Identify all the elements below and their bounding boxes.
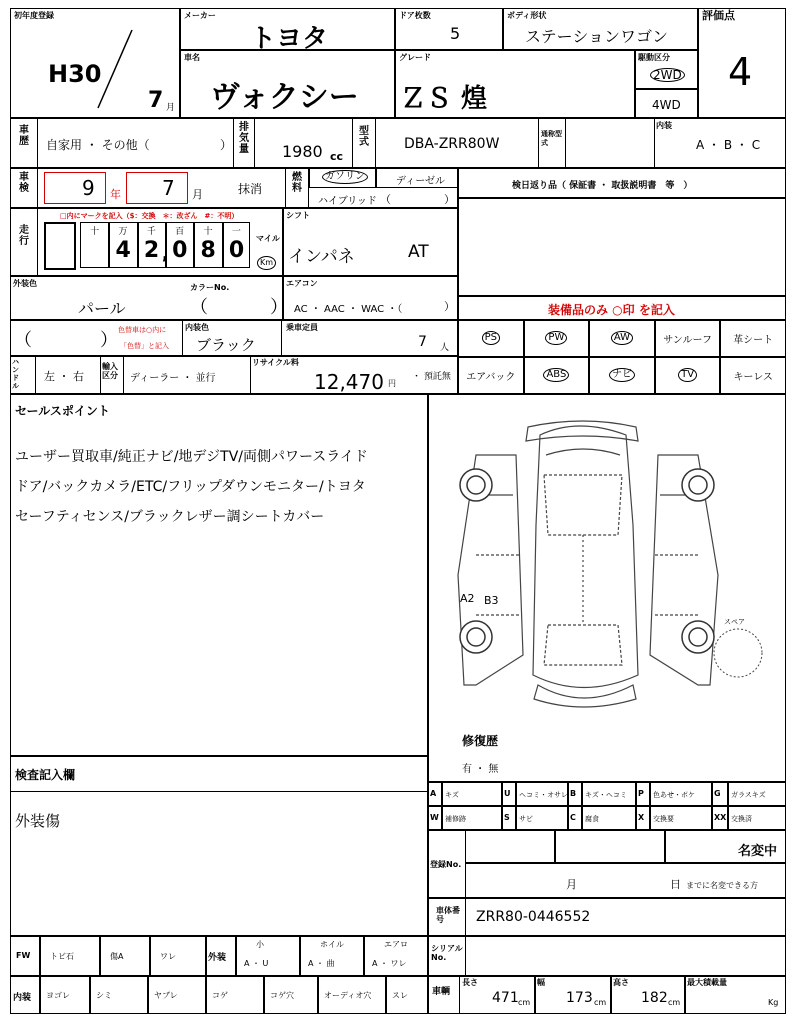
equipment-item (655, 368, 721, 382)
name-label: 車名 (184, 53, 200, 62)
aircon-close: ） (444, 300, 455, 313)
length-label: 長さ (462, 978, 478, 987)
docs-blank (458, 198, 786, 296)
doors-value: 5 (450, 24, 461, 43)
handle-label: ハンドル (12, 358, 19, 390)
fuel-label: 燃料 (292, 172, 302, 194)
equipment-item (589, 368, 655, 382)
legend-code: XX (714, 813, 727, 822)
legend-text: キズ (445, 791, 459, 799)
height-unit: cm (668, 998, 681, 1007)
mileage-digit-unit: 千 (146, 227, 156, 237)
mileage-digit: 0 (172, 238, 188, 263)
fw-item: トビ石 (50, 952, 74, 961)
inspection-year-box (44, 172, 106, 204)
inspection-year: 9 (82, 176, 95, 200)
dimension-cell (428, 976, 786, 1014)
reg-month-unit: 月 (566, 878, 577, 891)
model-value: DBA-ZRR80W (404, 136, 500, 152)
inspection-notes-text: 外装傷 (15, 812, 61, 830)
score-label: 評価点 (702, 9, 735, 22)
equipment-label: エアバック (466, 372, 516, 383)
mileage-digit-big (44, 222, 76, 270)
sales-point-title: セールスポイント (15, 404, 110, 418)
paren-open: （ (14, 330, 32, 351)
fuel-diesel: ディーゼル (396, 176, 445, 187)
inspection-year-unit: 年 (110, 188, 121, 201)
exterior-color-label: 外装色 (13, 279, 37, 288)
interior-grade-options: A ・ B ・ C (696, 138, 761, 152)
mileage-digit: 2 (143, 238, 160, 263)
interior-defect-item: コゲ穴 (270, 991, 294, 1000)
interior-grade-label: 内装 (656, 121, 672, 130)
equipment-item (589, 331, 655, 345)
color-no-label: カラーNo. (190, 283, 230, 292)
fuel-other-close: ） (444, 193, 455, 206)
repair-options: 有 ・ 無 (462, 764, 499, 775)
interior-defect-item: コゲ (212, 991, 228, 1000)
equipment-item (524, 331, 590, 345)
sales-point-line-1: ユーザー買取車/純正ナビ/地デジTV/両側パワースライド (15, 449, 368, 465)
load-label: 最大積載量 (687, 978, 727, 987)
history-label: 車歴 (19, 125, 29, 147)
interior-defect-item: ヤブレ (154, 991, 178, 1000)
inspection-month-unit: 月 (192, 188, 203, 201)
legend-text: 交換済 (731, 815, 752, 823)
grade-value: ＺＳ 煌 (400, 84, 488, 114)
inspection-cancel: 抹消 (238, 182, 263, 196)
deposit-value: ・ 預託無 (412, 372, 451, 382)
equipment-label: PW (545, 331, 567, 345)
length-value: 471 (492, 990, 519, 1006)
recycle-unit: 円 (388, 379, 396, 388)
usage-text: 自家用 ・ その他（ (46, 138, 150, 152)
fuel-other-open: （ (380, 193, 391, 206)
serial-cell (428, 936, 786, 976)
mileage-digit-divider (222, 222, 224, 268)
equipment-label: AW (611, 331, 633, 345)
fw-group-label: 小 (256, 940, 264, 949)
interior-defect-item: スレ (392, 991, 408, 1000)
chassis-label: 車体番号 (436, 906, 460, 924)
chassis-value: ZRR80-0446552 (476, 909, 591, 925)
spare-label: スペア (724, 618, 745, 626)
km-circle: Km (257, 256, 276, 270)
fuel-grid-split (375, 168, 377, 188)
dim-split-3 (684, 976, 686, 1014)
reg-deadline: までに名変できる方 (686, 881, 758, 890)
exterior-color-cell (10, 276, 283, 320)
drive-divider (635, 88, 698, 90)
maker-label: メーカー (184, 11, 216, 20)
docs-items: 保証書 ・ 取扱説明書 等 ） (569, 181, 693, 191)
serial-label: シリアルNo. (431, 944, 463, 962)
capacity-unit: 人 (440, 343, 450, 353)
displacement-unit: cc (330, 150, 344, 163)
equipment-item (720, 368, 786, 383)
usage-close: ） (220, 138, 233, 152)
sales-point-line-2: ドア/バックカメラ/ETC/フリップダウンモニター/トヨタ (15, 479, 366, 495)
body-label: ボディ形状 (507, 11, 547, 20)
mileage-digit-divider (108, 222, 110, 268)
mileage-note: □内にマークを記入（$：交換 ＊：改ざん #：不明） (60, 212, 239, 220)
drive-label: 駆動区分 (638, 53, 670, 62)
legend-text: 色あせ・ボケ (653, 791, 695, 799)
damage-mark-b3: B3 (484, 594, 499, 607)
fw-group-label: ホイル (320, 940, 344, 949)
legend-code: G (714, 789, 721, 798)
reg-split-1 (554, 830, 556, 862)
fw-group-label: エアロ (384, 940, 408, 949)
mileage-digit: 8 (200, 238, 216, 263)
inspection-month-box (126, 172, 188, 204)
mileage-digit-unit: 百 (175, 227, 185, 237)
mileage-digit-divider (193, 222, 195, 268)
equipment-item (720, 331, 786, 346)
first-reg-month: 7 (148, 88, 164, 113)
displacement-value: 1980 (282, 142, 323, 161)
fw-item: 傷A (110, 952, 124, 961)
equipment-label: ナビ (609, 368, 635, 382)
reg-split-2 (664, 830, 666, 862)
dimension-label: 車輌 (432, 987, 451, 997)
name-value: ヴォクシー (210, 80, 359, 115)
mileage-digit-unit: 一 (231, 227, 241, 237)
km-label (257, 256, 276, 270)
load-unit: Kg (768, 998, 779, 1007)
car-diagram (428, 415, 786, 715)
legend-text: キズ・ヘコミ (585, 791, 627, 799)
aircon-label: エアコン (286, 279, 318, 288)
fw-item-cell (150, 936, 206, 976)
fw-label: FW (16, 951, 31, 960)
fw-group-cell (236, 936, 300, 976)
inspection-month: 7 (162, 176, 175, 200)
fuel-hybrid: ハイブリッド (318, 196, 377, 207)
equipment-label: サンルーフ (663, 335, 712, 346)
score-value: 4 (728, 50, 753, 94)
legend-code: C (570, 813, 576, 822)
registration-line (466, 862, 786, 864)
width-value: 173 (566, 990, 593, 1006)
legend-text: 腐食 (585, 815, 599, 823)
width-label: 幅 (537, 978, 545, 987)
fw-group-opts: A ・ U (244, 959, 269, 968)
first-reg-label: 初年度登録 (14, 11, 54, 20)
equipment-item (524, 368, 590, 382)
fw-group-opts: A ・ 曲 (308, 959, 335, 968)
color-note-1: 色替車は○内に (118, 326, 167, 334)
fw-group-opts: A ・ ワレ (372, 959, 407, 968)
reg-day-unit: 日 (670, 878, 681, 891)
shift-type: AT (408, 242, 429, 262)
shift-position: インパネ (288, 247, 355, 267)
aircon-options: AC ・ AAC ・ WAC ・（ (294, 304, 403, 315)
interior-defect-label: 内装 (13, 993, 32, 1003)
import-value: ディーラー ・ 並行 (130, 373, 216, 384)
equipment-label: キーレス (733, 372, 773, 383)
displacement-label: 排気量 (239, 122, 249, 155)
fuel-gasoline-circle: ガソリン (322, 170, 368, 184)
recycle-value: 12,470 (314, 370, 384, 394)
body-value: ステーションワゴン (525, 27, 669, 46)
equipment-label: PS (482, 331, 500, 345)
equipment-item (655, 331, 721, 346)
mileage-comma: , (162, 244, 169, 263)
capacity-value: 7 (418, 334, 427, 350)
fuel-gasoline (322, 170, 368, 184)
docs-label-text: 検日返り品（ (512, 181, 567, 191)
legend-code: B (570, 789, 577, 798)
first-reg-month-unit: 月 (166, 103, 176, 113)
paren-close: ） (100, 330, 118, 351)
exterior-color-value: パール (78, 299, 126, 318)
recycle-label: リサイクル料 (252, 358, 299, 367)
equipment-item (458, 368, 524, 383)
color-no-open: （ (190, 297, 208, 318)
equipment-item (458, 331, 524, 345)
length-unit: cm (518, 998, 531, 1007)
mileage-digit-divider (137, 222, 139, 268)
grade-label: グレード (399, 53, 431, 62)
repair-title: 修復歴 (462, 734, 499, 748)
equipment-label: ABS (543, 368, 569, 382)
mileage-digit-unit: 万 (118, 227, 128, 237)
legend-code: P (638, 789, 644, 798)
legend-code: U (504, 789, 511, 798)
legend-code: W (430, 813, 439, 822)
inspection-label: 車検 (19, 172, 29, 194)
legend-text: 補修跡 (445, 815, 466, 823)
equip-title: 装備品のみ ○印 を記入 (548, 303, 675, 317)
mile-label: マイル (256, 234, 280, 243)
color-note-2: 「色替」と記入 (120, 342, 169, 350)
inspection-notes-title: 検査記入欄 (15, 768, 76, 782)
color-no-close: ） (270, 297, 288, 318)
mileage-digit: 4 (115, 238, 131, 263)
interior-defect-item: オーディオ穴 (324, 991, 372, 1000)
mileage-digit-unit: 十 (90, 227, 100, 237)
fw-item: ワレ (160, 952, 176, 961)
import-label: 輸入区分 (102, 362, 118, 380)
interior-defect-item: シミ (96, 991, 112, 1000)
drive-4wd: 4WD (652, 98, 681, 112)
doors-label: ドア枚数 (399, 11, 431, 20)
model-label: 型式 (359, 126, 369, 148)
shift-label: シフト (286, 211, 310, 220)
interior-color-label: 内装色 (185, 323, 209, 332)
capacity-label: 乗車定員 (286, 323, 318, 332)
fw-exterior-label: 外装 (208, 953, 227, 963)
equipment-label: TV (678, 368, 697, 382)
legend-text: ガラスキズ (731, 791, 766, 799)
interior-defect-item: ヨゴレ (46, 991, 70, 1000)
damage-mark-a2: A2 (460, 592, 475, 605)
name-change: 名変中 (738, 844, 778, 859)
maker-value: トヨタ (250, 24, 329, 54)
legend-code: X (638, 813, 645, 822)
equipment-label: 革シート (733, 335, 774, 346)
docs-label (512, 178, 692, 191)
sales-point-line-3: セーフティセンス/ブラックレザー調シートカバー (15, 509, 325, 525)
width-unit: cm (594, 998, 607, 1007)
common-label: 通称型式 (541, 130, 562, 147)
handle-value: 左 ・ 右 (44, 370, 84, 383)
mileage-label: 走行 (19, 225, 29, 247)
mileage-digit: 0 (228, 238, 245, 263)
registration-label: 登録No. (430, 860, 462, 869)
mileage-digit-unit: 十 (203, 227, 213, 237)
dim-split-2 (610, 976, 612, 1014)
drive-2wd-circle: 2WD (650, 68, 685, 82)
drive-2wd (650, 68, 685, 82)
interior-color-value: ブラック (196, 336, 256, 354)
legend-text: サビ (519, 815, 533, 823)
legend-text: ヘコミ・オサレ (519, 791, 568, 799)
legend-code: A (430, 789, 437, 798)
height-value: 182 (641, 990, 668, 1006)
legend-code: S (504, 813, 510, 822)
dim-split-1 (534, 976, 536, 1014)
legend-text: 交換要 (653, 815, 674, 823)
first-reg-year: H30 (48, 60, 102, 88)
height-label: 高さ (613, 978, 629, 987)
fw-item-cell (100, 936, 150, 976)
